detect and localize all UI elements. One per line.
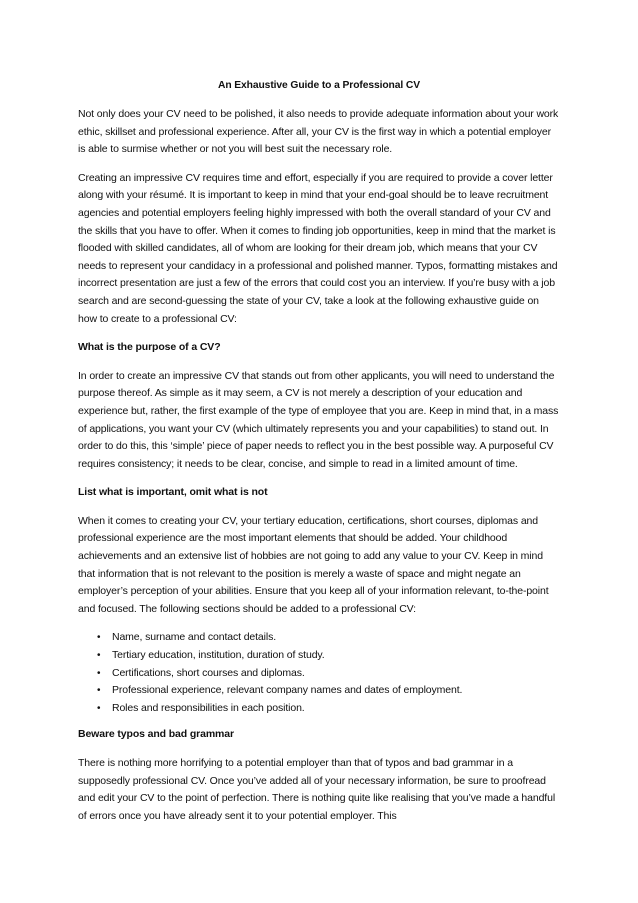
intro-paragraph-2: Creating an impressive CV requires time and effort, especially if you are required to provide a cover letter along with your résumé. It is important to keep in mind that your end-goal should be to leave recruitment agencies and potential employers feeling highly impressed with both the overall standard of your CV and the skills that you have to offer. When it comes to finding job opportunities, keep in mind that the market is flooded with skilled candidates, all of whom are looking for their dream job, which means that your CV needs to represent your candidacy in a professional and polished manner. Typos, formatting mistakes and incorrect presentation are just a few of the errors that could cost you an interview. If you’re busy with a job search and are second-guessing the state of your CV, take a look at the following exhaustive guide on how to create to a professional CV: xyxy=(78,171,558,325)
section-body-typos: There is nothing more horrifying to a potential employer than that of typos and bad grammar in a supposedly professional CV. Once you’ve added all of your necessary information, be sure to proofread and edit your CV to the point of perfection. There is nothing quite like realising that you’ve made a handful of errors once you have already sent it to your potential employer. This xyxy=(78,757,556,822)
cv-sections-list xyxy=(78,629,560,717)
intro-paragraph-1: Not only does your CV need to be polished, it also needs to provide adequate information about your work ethic, skillset and professional experience. After all, your CV is the first way in which a potential employer is able to surmise whether or not you will best suit the necessary role. xyxy=(78,108,559,156)
list-item-text: Name, surname and contact details. xyxy=(112,631,277,644)
list-item xyxy=(78,629,560,647)
section-heading-purpose: What is the purpose of a CV? xyxy=(78,341,221,354)
list-item xyxy=(78,647,560,665)
list-item xyxy=(78,665,560,683)
section-body-important: When it comes to creating your CV, your tertiary education, certifications, short courses, diplomas and professional experience are the most important elements that should be added. Your childhood achievements and an extensive list of hobbies are not going to add any value to your CV. Keep in mind that information that is not relevant to the position is merely a waste of space and might negate an employer’s perception of your abilities. Ensure that you keep all of your information relevant, to-the-point and focused. The following sections should be added to a professional CV: xyxy=(78,514,549,615)
bullet-icon: • xyxy=(97,632,101,644)
list-item xyxy=(78,682,560,700)
section-heading-important: List what is important, omit what is not xyxy=(78,486,268,499)
list-item xyxy=(78,700,560,718)
document-title: An Exhaustive Guide to a Professional CV xyxy=(218,80,420,91)
list-item-text: Professional experience, relevant company names and dates of employment. xyxy=(112,684,463,697)
list-item-text: Certifications, short courses and diplomas. xyxy=(112,666,305,679)
section-body-purpose: In order to create an impressive CV that stands out from other applicants, you will need to understand the purpose thereof. As simple as it may seem, a CV is not merely a description of your education and experience but, rather, the first example of the type of employee that you are. Keep in mind that, in a mass of applications, you want your CV (which ultimately represents you and your capabilities) to stand out. In order to do this, this ‘simple’ piece of paper needs to reflect you in the best possible way. A purposeful CV requires consistency; it needs to be clear, concise, and simple to read in a limited amount of time. xyxy=(78,369,559,470)
list-item-text: Tertiary education, institution, duration of study. xyxy=(112,649,325,662)
bullet-icon: • xyxy=(97,685,101,697)
bullet-icon: • xyxy=(97,650,101,662)
list-item-text: Roles and responsibilities in each position. xyxy=(112,701,305,714)
section-heading-typos: Beware typos and bad grammar xyxy=(78,728,234,741)
bullet-icon: • xyxy=(97,702,101,714)
bullet-icon: • xyxy=(97,667,101,679)
document-content xyxy=(78,80,560,836)
